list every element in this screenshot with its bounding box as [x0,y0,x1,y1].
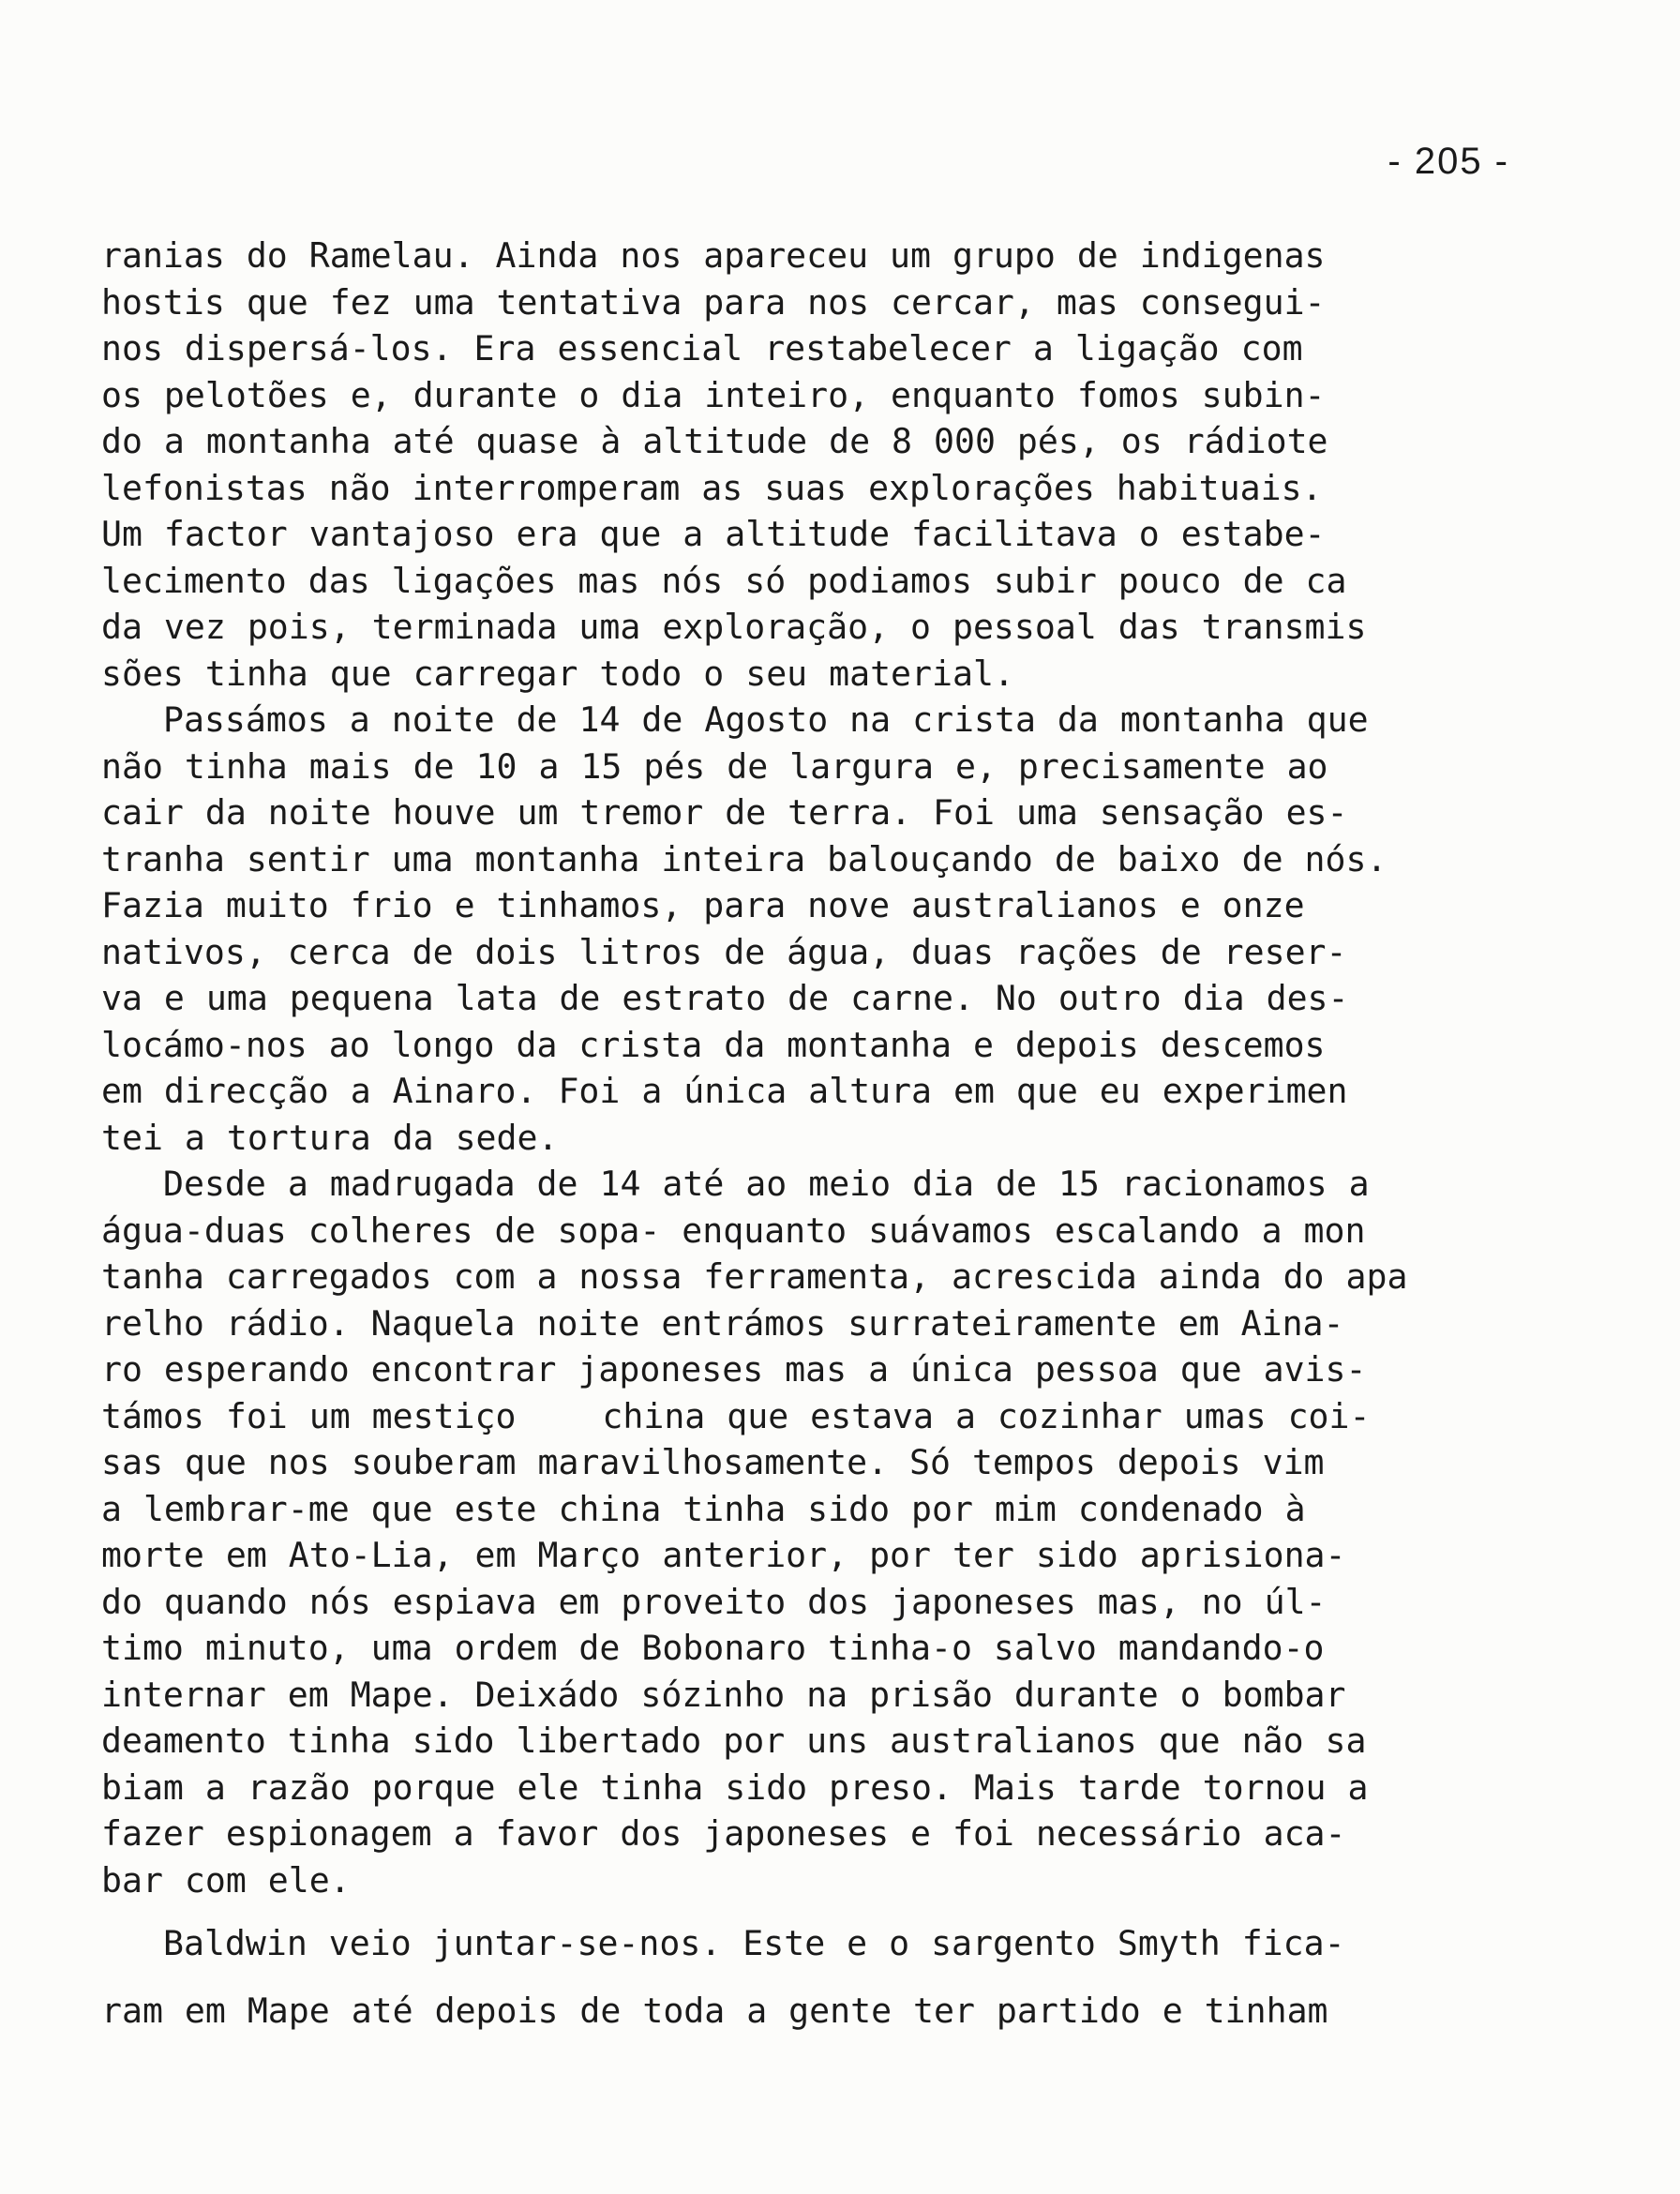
text-line: ram em Mape até depois de toda a gente ter partido e tinham [101,1990,1328,2031]
text-line: hostis que fez uma tentativa para nos cercar, mas consegui- [101,281,1326,323]
page-number: - 205 - [1388,141,1509,182]
text-line: támos foi um mestiço china que estava a cozinhar umas coi- [101,1395,1371,1436]
text-line: ro esperando encontrar japoneses mas a única pessoa que avis- [101,1349,1367,1390]
text-line: relho rádio. Naquela noite entrámos surrateiramente em Aina- [101,1302,1344,1344]
text-line: locámo-nos ao longo da crista da montanha e depois descemos [101,1024,1326,1065]
paragraph-start-line: Passámos a noite de 14 de Agosto na crista da montanha que [163,699,1369,740]
text-line: cair da noite houve um tremor de terra. Foi uma sensação es- [101,792,1348,833]
text-line: internar em Mape. Deixádo sózinho na prisão durante o bombar [101,1674,1346,1715]
text-line: sas que nos souberam maravilhosamente. Só tempos depois vim [101,1442,1325,1482]
text-line: biam a razão porque ele tinha sido preso. Mais tarde tornou a [101,1766,1369,1808]
text-line: os pelotões e, durante o dia inteiro, enquanto fomos subin- [101,374,1326,415]
text-line: não tinha mais de 10 a 15 pés de largura e, precisamente ao [101,745,1328,787]
text-line: em direcção a Ainaro. Foi a única altura em que eu experimen [101,1071,1348,1111]
text-line: Um factor vantajoso era que a altitude facilitava o estabe- [101,514,1326,554]
text-line: do a montanha até quase à altitude de 8 000 pés, os rádiote [101,421,1328,461]
text-line: lefonistas não interromperam as suas explorações habituais. [101,467,1323,508]
text-line: a lembrar-me que este china tinha sido por mim condenado à [101,1488,1306,1529]
text-line: lecimento das ligações mas nós só podiamos subir pouco de ca [101,560,1347,601]
text-line: tei a tortura da sede. [101,1117,559,1158]
text-line: tanha carregados com a nossa ferramenta, acrescida ainda do apa [101,1256,1408,1297]
paragraph-start-line: Desde a madrugada de 14 até ao meio dia de 15 racionamos a [163,1164,1370,1204]
text-line: nos dispersá-los. Era essencial restabelecer a ligação com [101,328,1303,368]
text-line: da vez pois, terminada uma exploração, o pessoal das transmis [101,607,1367,647]
text-line: deamento tinha sido libertado por uns australianos que não sa [101,1721,1367,1761]
text-line: timo minuto, uma ordem de Bobonaro tinha-o salvo mandando-o [101,1628,1325,1668]
text-line: sões tinha que carregar todo o seu material. [101,653,1014,694]
text-line: do quando nós espiava em proveito dos japoneses mas, no úl- [101,1581,1327,1622]
body-text [101,233,1545,2034]
text-line: bar com ele. [101,1859,351,1901]
text-line: va e uma pequena lata de estrato de carne. No outro dia des- [101,978,1349,1018]
text-line: nativos, cerca de dois litros de água, duas rações de reser- [101,931,1347,972]
text-line: morte em Ato-Lia, em Março anterior, por ter sido aprisiona- [101,1535,1346,1575]
text-line: Fazia muito frio e tinhamos, para nove australianos e onze [101,885,1305,925]
text-line: ranias do Ramelau. Ainda nos apareceu um grupo de indigenas [101,235,1326,276]
text-line: tranha sentir uma montanha inteira balouçando de baixo de nós. [101,838,1388,879]
text-line: fazer espionagem a favor dos japoneses e foi necessário aca- [101,1813,1346,1854]
text-line: água-duas colheres de sopa- enquanto suávamos escalando a mon [101,1210,1366,1251]
paragraph-start-line: Baldwin veio juntar-se-nos. Este e o sargento Smyth fica- [163,1923,1345,1963]
